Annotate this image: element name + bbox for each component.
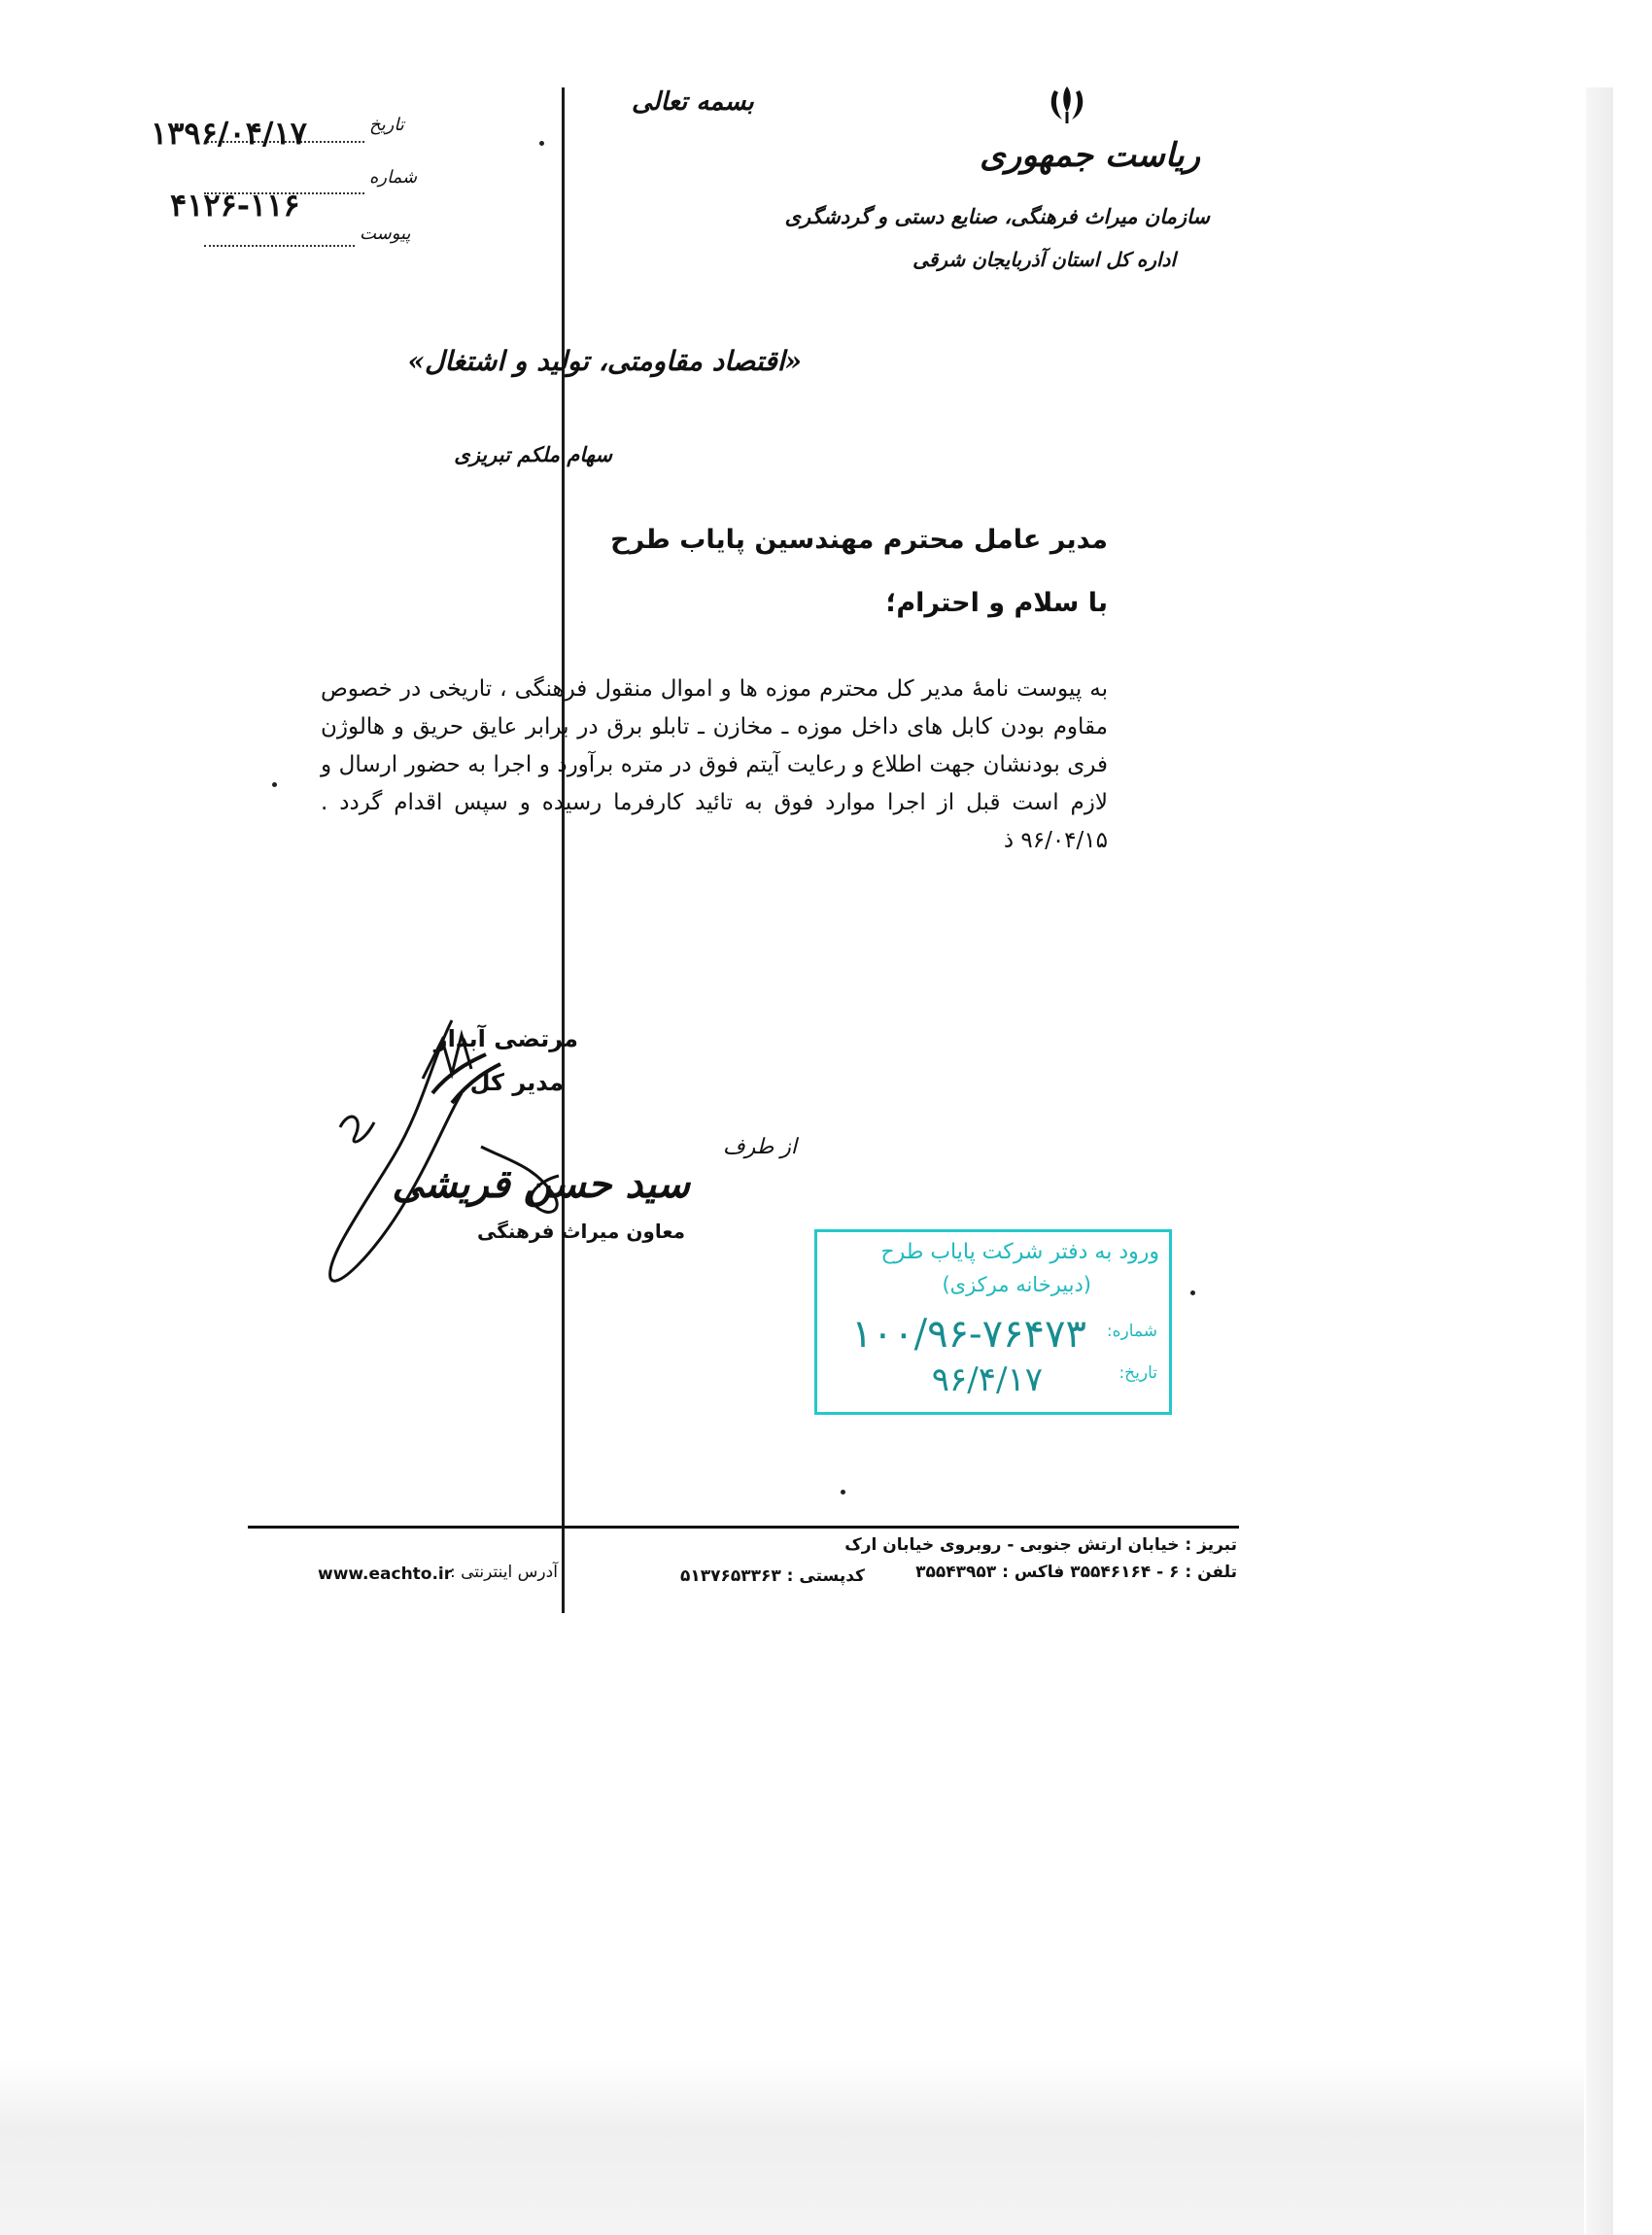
scan-speck (272, 782, 277, 787)
iran-emblem-icon (1045, 83, 1089, 127)
stamp-date-value: ۹۶/۴/۱۷ (931, 1360, 1043, 1399)
attachment-label: پیوست (360, 224, 411, 244)
deputy-name: سید حسن قریشی (392, 1161, 690, 1207)
scan-shadow-band (0, 2060, 1584, 2235)
footer-website[interactable]: www.eachto.ir (318, 1564, 453, 1584)
scan-speck (539, 141, 544, 146)
stamp-subtitle: (دبیرخانه مرکزی) (942, 1273, 1091, 1296)
stamp-date-label: تاریخ: (1119, 1363, 1157, 1383)
letter-body: به پیوست نامهٔ مدیر کل محترم موزه ها و اموال منقول فرهنگی ، تاریخی در خصوص مقاوم بودن کابل های داخل موزه ـ مخازن ـ تابلو برق در برابر عایق حریق و هالوژن فری بودنشان جهت اطلاع و رعایت آیتم فوق در متره برآورد و اجرا به حضور ارسال و لازم است قبل از اجرا موارد فوق به تائید کارفرما رسیده و سپس اقدام گردد . ۹۶/۰۴/۱۵ ذ (321, 676, 1108, 853)
scan-edge-strip (1586, 87, 1613, 2235)
stamp-number-value: ۱۰۰/۹۶-۷۶۴۷۳ (851, 1312, 1086, 1357)
scan-speck (1190, 1290, 1195, 1295)
stamp-number-label: شماره: (1106, 1322, 1157, 1341)
number-value: ۴۱۲۶-۱۱۶ (170, 187, 300, 224)
footer-address: تبریز : خیابان ارتش جنوبی - روبروی خیابان ارک (844, 1535, 1237, 1555)
attachment-dotted-line (204, 245, 355, 247)
signatory-title: مدیر کل (469, 1069, 564, 1096)
footer-postal-code: کدپستی : ۵۱۳۷۶۵۳۳۶۳ (680, 1566, 865, 1586)
office-name: اداره کل استان آذربایجان شرقی (912, 248, 1176, 271)
number-label: شماره (369, 167, 418, 188)
presidency-title: ریاست جمهوری (980, 136, 1200, 175)
signatory-name: مرتضی آبدار (433, 1025, 578, 1052)
handwritten-signature (306, 1001, 598, 1292)
received-stamp (814, 1229, 1172, 1415)
bismillah-heading: بسمه تعالی (632, 87, 754, 117)
date-value: ۱۳۹۶/۰۴/۱۷ (151, 115, 307, 152)
stamp-title: ورود به دفتر شرکت پایاب طرح (880, 1240, 1159, 1264)
letter-greeting: با سلام و احترام؛ (885, 588, 1108, 618)
on-behalf-label: از طرف (722, 1135, 797, 1159)
slogan: «اقتصاد مقاومتی، تولید و اشتغال» (407, 345, 802, 377)
letter-addressee: مدیر عامل محترم مهندسین پایاب طرح (610, 525, 1108, 555)
organization-name: سازمان میراث فرهنگی، صنایع دستی و گردشگری (784, 204, 1210, 228)
footer-website-label: آدرس اینترنتی : (450, 1563, 558, 1582)
footer-divider (248, 1526, 1239, 1529)
deputy-title: معاون میراث فرهنگی (477, 1220, 685, 1243)
date-label: تاریخ (369, 115, 404, 135)
scan-speck (841, 1490, 845, 1495)
footer-phone: تلفن : ۶ - ۳۵۵۴۶۱۶۴ فاکس : ۳۵۵۴۳۹۵۳ (915, 1563, 1237, 1582)
handwritten-recipient-note: سهام ملکم تبریزی (454, 442, 612, 466)
